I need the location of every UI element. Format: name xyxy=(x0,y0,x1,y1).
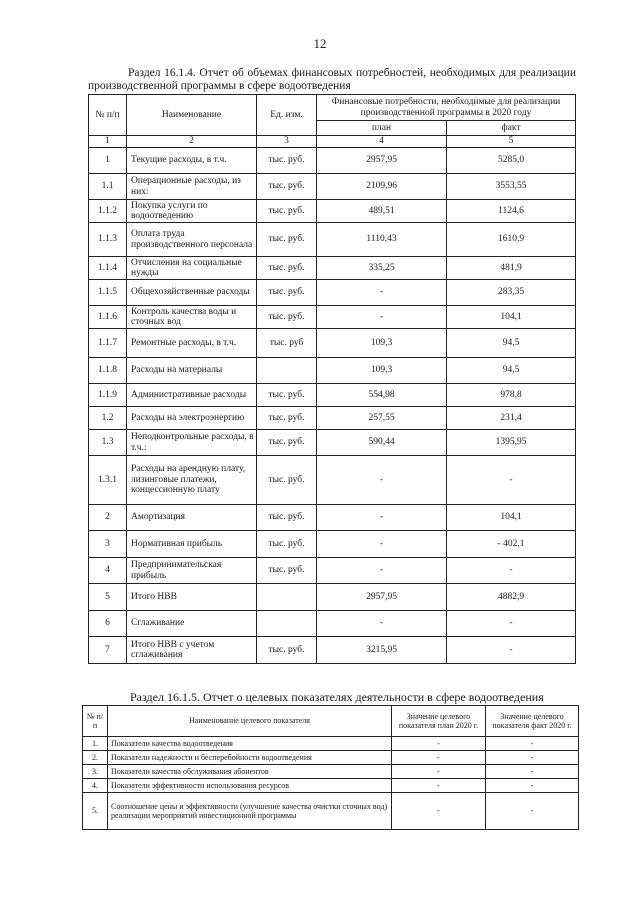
row-fact: 481,9 xyxy=(447,257,576,280)
row-num: 1.1.9 xyxy=(89,384,127,407)
row-fact: 1610,9 xyxy=(447,223,576,257)
row-plan: 554,98 xyxy=(317,384,447,407)
row-unit: тыс. руб. xyxy=(257,148,317,174)
section2-title: Раздел 16.1.5. Отчет о целевых показателях деятельности в сфере водоотведения xyxy=(130,690,544,704)
row-fact: - xyxy=(447,611,576,637)
row-fact: - xyxy=(486,779,579,793)
row-unit: тыс. руб. xyxy=(257,174,317,200)
header-plan: план xyxy=(317,121,447,136)
row-name: Амортизация xyxy=(127,505,257,531)
row-plan: 109,3 xyxy=(317,329,447,358)
header-fact: факт xyxy=(447,121,576,136)
row-fact: - xyxy=(486,793,579,830)
row-plan: - xyxy=(392,737,486,751)
row-num: 1.1.2 xyxy=(89,200,127,223)
row-unit: тыс. руб. xyxy=(257,505,317,531)
table-row xyxy=(89,329,576,358)
row-unit: тыс. руб. xyxy=(257,384,317,407)
table-row xyxy=(83,779,579,793)
row-plan: - xyxy=(317,505,447,531)
row-fact: 94,5 xyxy=(447,329,576,358)
row-plan: 335,25 xyxy=(317,257,447,280)
table-row xyxy=(89,384,576,407)
row-name: Операционные расходы, из них: xyxy=(127,174,257,200)
table-row xyxy=(89,558,576,584)
row-name: Показатели качества водоотведения xyxy=(108,737,392,751)
row-name: Общехозяйственные расходы xyxy=(127,280,257,306)
row-plan: 489,51 xyxy=(317,200,447,223)
row-fact: - xyxy=(486,765,579,779)
table-row xyxy=(89,584,576,611)
row-unit xyxy=(257,611,317,637)
row-fact: - xyxy=(447,558,576,584)
row-plan: 3215,95 xyxy=(317,637,447,664)
row-num: 3. xyxy=(83,765,108,779)
table-row xyxy=(89,358,576,384)
row-fact: 1124,6 xyxy=(447,200,576,223)
row-name: Расходы на электроэнергию xyxy=(127,407,257,430)
row-plan: - xyxy=(392,751,486,765)
row-plan: - xyxy=(392,765,486,779)
row-fact: 4882,9 xyxy=(447,584,576,611)
row-plan: - xyxy=(392,779,486,793)
row-name: Показатели надежности и бесперебойности водоотведения xyxy=(108,751,392,765)
header-name: Наименование xyxy=(127,95,257,136)
row-name: Контроль качества воды и сточных вод xyxy=(127,306,257,329)
section1-title: Раздел 16.1.4. Отчет об объемах финансовых потребностей, необходимых для реализации производственной программы в сфере водоотведения xyxy=(88,67,576,92)
row-name: Сглаживание xyxy=(127,611,257,637)
table-row xyxy=(89,174,576,200)
row-unit: тыс. руб. xyxy=(257,456,317,505)
row-num: 1. xyxy=(83,737,108,751)
row-plan: - xyxy=(317,280,447,306)
row-fact: 978,8 xyxy=(447,384,576,407)
row-plan: - xyxy=(317,456,447,505)
target-indicators-table xyxy=(82,705,579,830)
row-unit: тыс. руб. xyxy=(257,280,317,306)
row-name: Нормативная прибыль xyxy=(127,531,257,558)
row-unit: тыс. руб. xyxy=(257,558,317,584)
row-name: Показатели качества обслуживания абонентов xyxy=(108,765,392,779)
row-num: 6 xyxy=(89,611,127,637)
table-row xyxy=(89,430,576,456)
table-row xyxy=(83,737,579,751)
row-num: 7 xyxy=(89,637,127,664)
row-fact: 94,5 xyxy=(447,358,576,384)
table-row xyxy=(89,280,576,306)
row-unit: тыс. руб. xyxy=(257,637,317,664)
row-plan: - xyxy=(317,531,447,558)
row-unit: тыс. руб. xyxy=(257,306,317,329)
row-fact: 3553,55 xyxy=(447,174,576,200)
row-num: 1.3 xyxy=(89,430,127,456)
col-number: 4 xyxy=(317,136,447,148)
table-row xyxy=(83,765,579,779)
row-fact: 104,1 xyxy=(447,505,576,531)
col-number: 1 xyxy=(89,136,127,148)
column-numbers-row xyxy=(89,136,576,148)
row-fact: - xyxy=(486,737,579,751)
row-fact: - xyxy=(447,637,576,664)
row-num: 5 xyxy=(89,584,127,611)
row-unit: тыс. руб. xyxy=(257,200,317,223)
row-name: Предпринимательская прибыль xyxy=(127,558,257,584)
table-row xyxy=(89,505,576,531)
row-name: Оплата труда производственного персонала xyxy=(127,223,257,257)
table-row xyxy=(89,306,576,329)
row-name: Ремонтные расходы, в т.ч. xyxy=(127,329,257,358)
row-unit: тыс. руб xyxy=(257,329,317,358)
row-num: 1.3.1 xyxy=(89,456,127,505)
row-num: 1.1 xyxy=(89,174,127,200)
table-row xyxy=(89,200,576,223)
header-fact: Значение целевого показателя факт 2020 г. xyxy=(486,706,579,737)
row-fact: 231,4 xyxy=(447,407,576,430)
row-plan: 1110,43 xyxy=(317,223,447,257)
header-num: № п/п xyxy=(89,95,127,136)
row-num: 4 xyxy=(89,558,127,584)
row-name: Расходы на материалы xyxy=(127,358,257,384)
row-num: 1.1.5 xyxy=(89,280,127,306)
table-row xyxy=(89,611,576,637)
row-fact: - 402,1 xyxy=(447,531,576,558)
header-num: № п/п xyxy=(83,706,108,737)
row-unit: тыс. руб. xyxy=(257,407,317,430)
row-unit: тыс. руб. xyxy=(257,430,317,456)
row-fact: - xyxy=(486,751,579,765)
row-fact: 283,35 xyxy=(447,280,576,306)
table-row xyxy=(83,793,579,830)
row-plan: 590,44 xyxy=(317,430,447,456)
row-name: Итого НВВ с учетом сглаживания xyxy=(127,637,257,664)
row-plan: - xyxy=(392,793,486,830)
row-num: 5. xyxy=(83,793,108,830)
row-name: Административные расходы xyxy=(127,384,257,407)
row-name: Покупка услуги по водоотведению xyxy=(127,200,257,223)
row-num: 1.1.7 xyxy=(89,329,127,358)
row-num: 1.2 xyxy=(89,407,127,430)
row-num: 4. xyxy=(83,779,108,793)
row-plan: - xyxy=(317,558,447,584)
table-row xyxy=(89,407,576,430)
row-num: 3 xyxy=(89,531,127,558)
row-fact: 5285,0 xyxy=(447,148,576,174)
row-num: 1.1.4 xyxy=(89,257,127,280)
table-row xyxy=(89,223,576,257)
row-unit: тыс. руб. xyxy=(257,223,317,257)
row-name: Расходы на арендную плату, лизинговые платежи, концессионную плату xyxy=(127,456,257,505)
row-num: 1.1.8 xyxy=(89,358,127,384)
row-num: 1.1.6 xyxy=(89,306,127,329)
row-fact: - xyxy=(447,456,576,505)
row-fact: 1395,95 xyxy=(447,430,576,456)
table-row xyxy=(89,531,576,558)
row-plan: 109,3 xyxy=(317,358,447,384)
row-num: 1.1.3 xyxy=(89,223,127,257)
col-number: 2 xyxy=(127,136,257,148)
row-plan: 2957,95 xyxy=(317,584,447,611)
table-row xyxy=(89,637,576,664)
row-num: 1 xyxy=(89,148,127,174)
header-unit: Ед. изм. xyxy=(257,95,317,136)
col-number: 3 xyxy=(257,136,317,148)
row-num: 2 xyxy=(89,505,127,531)
financial-needs-table xyxy=(88,94,576,664)
row-unit: тыс. руб. xyxy=(257,531,317,558)
row-name: Соотношение цены и эффективности (улучшение качества очистки сточных вод) реализации мероприятий инвестиционной программы xyxy=(108,793,392,830)
table-row xyxy=(89,257,576,280)
header-name: Наименование целевого показателя xyxy=(108,706,392,737)
row-fact: 104,1 xyxy=(447,306,576,329)
table-row xyxy=(89,456,576,505)
row-unit xyxy=(257,358,317,384)
col-number: 5 xyxy=(447,136,576,148)
row-name: Итого НВВ xyxy=(127,584,257,611)
row-unit xyxy=(257,584,317,611)
row-plan: 2109,96 xyxy=(317,174,447,200)
row-plan: 2957,95 xyxy=(317,148,447,174)
row-plan: - xyxy=(317,306,447,329)
page-number: 12 xyxy=(313,36,327,51)
table-row xyxy=(83,751,579,765)
row-plan: 257,55 xyxy=(317,407,447,430)
row-plan: - xyxy=(317,611,447,637)
row-name: Текущие расходы, в т.ч. xyxy=(127,148,257,174)
table-row xyxy=(89,148,576,174)
row-num: 2. xyxy=(83,751,108,765)
header-plan: Значение целевого показателя план 2020 г. xyxy=(392,706,486,737)
row-name: Отчисления на социальные нужды xyxy=(127,257,257,280)
header-group: Финансовые потребности, необходимые для реализации производственной программы в 2020 году xyxy=(317,95,576,121)
row-unit: тыс. руб. xyxy=(257,257,317,280)
row-name: Показатели эффективности использования ресурсов xyxy=(108,779,392,793)
row-name: Неподконтрольные расходы, в т.ч.: xyxy=(127,430,257,456)
